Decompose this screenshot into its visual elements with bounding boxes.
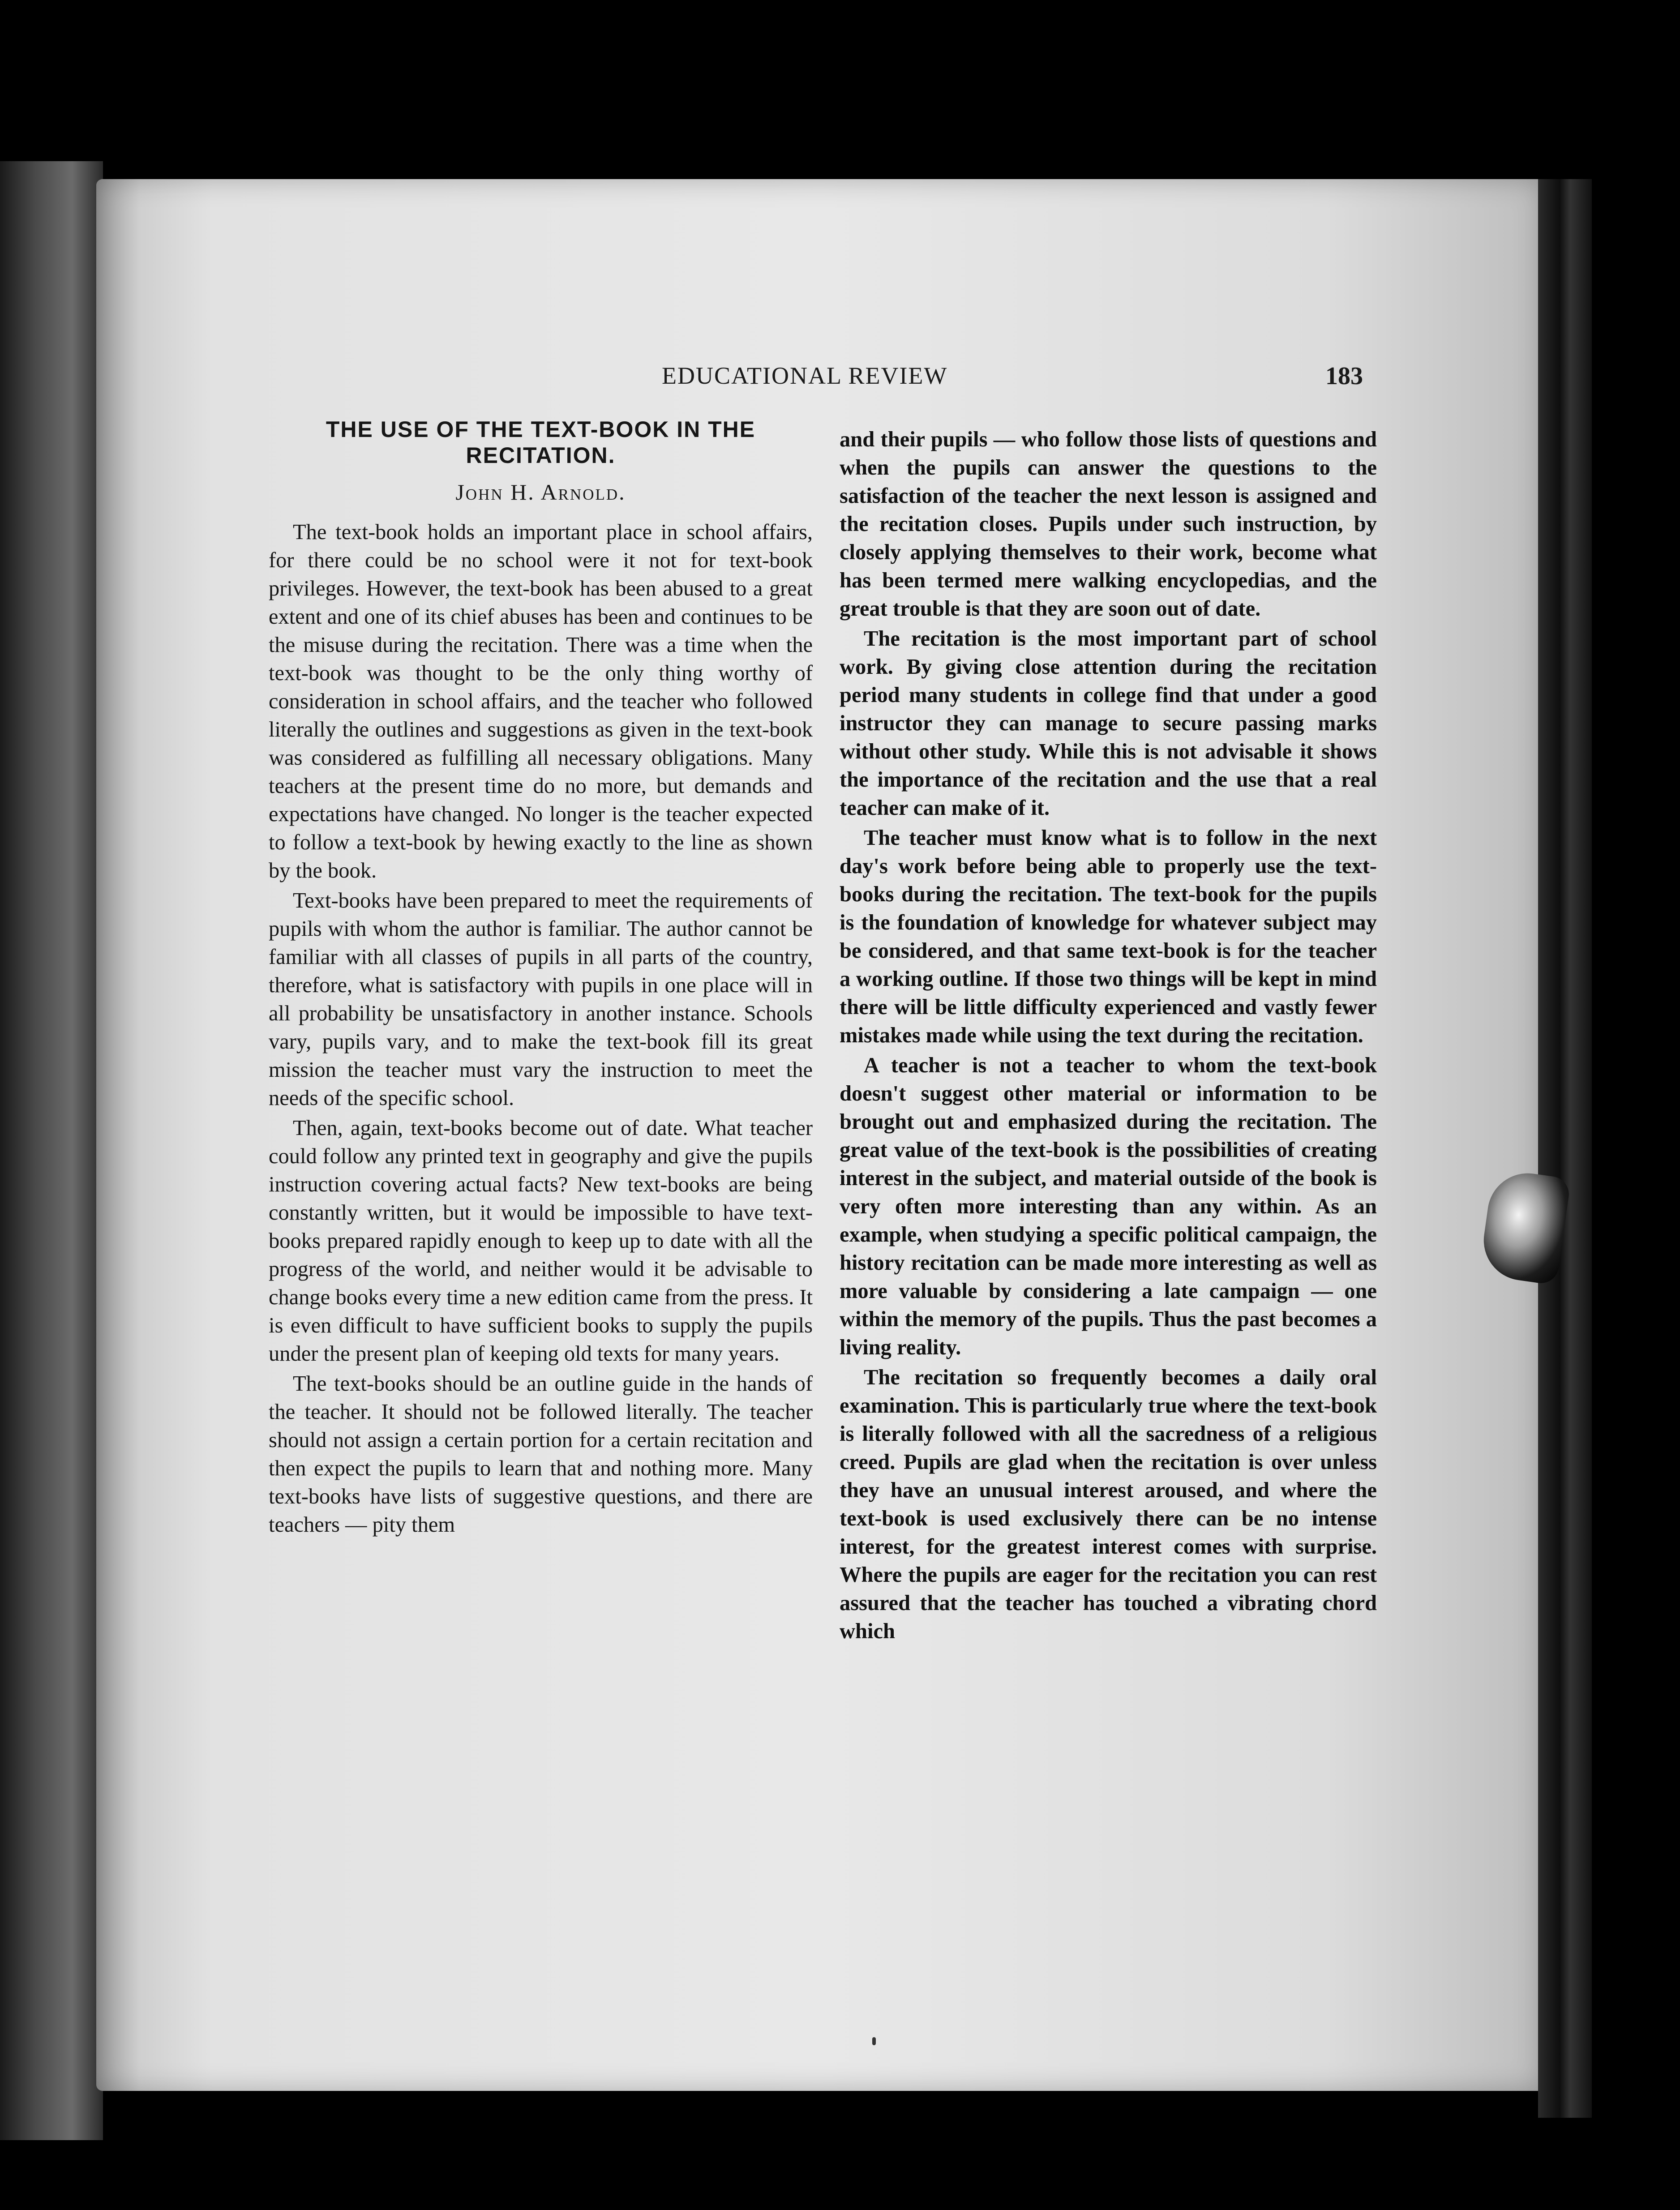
paragraph: The teacher must know what is to follow in the next day's work before being able to properly use the text-books during the recitation. The text-book for the pupils is the foundation of knowledge for whatever subject may be considered, and that same text-book is for the teacher a working outline. If those two things will be kept in mind there will be little difficulty experienced and vastly fewer mistakes made while using the text during the recitation. [840,826,1377,1047]
paragraph: Then, again, text-books become out of date. What teacher could follow any printed text in geography and give the pupils instruction covering actual facts? New text-books are being constantly written, but it would be impossible to have text-books prepared rapidly enough to keep up to date with all the progress of the world, and neither would it be advisable to change books every time a new edition came from the press. It is even difficult to have sufficient books to supply the pupils under the present plan of keeping old texts for many years. [269,1116,813,1366]
paragraph: and their pupils — who follow those lists of questions and when the pupils can answer the questions to the satisfaction of the teacher the next lesson is assigned and the recitation closes. Pupils under such instruction, by closely applying themselves to their work, become what has been termed mere walking encyclopedias, and the great trouble is that they are soon out of date. [840,428,1377,621]
paragraph: The recitation so frequently becomes a daily oral examination. This is particularly true where the text-book is literally followed with all the sacredness of a religious creed. Pupils are glad when the recitation is over unless they have an unusual interest aroused, and where the text-book is used exclusively there can be no intense interest, for the greatest interest comes with surprise. Where the pupils are eager for the recitation you can rest assured that the teacher has touched a vibrating chord which [840,1366,1377,1643]
running-head: EDUCATIONAL REVIEW [662,362,948,389]
left-page-edge [0,161,103,2140]
paragraph: The recitation is the most important part of school work. By giving close attention during the recitation period many students in college find that under a good instructor they can manage to secure passing marks without other study. While this is not advisable it shows the importance of the recitation and the use that a real teacher can make of it. [840,627,1377,820]
paragraph: Text-books have been prepared to meet the requirements of pupils with whom the author is familiar. The author cannot be familiar with all classes of pupils in all parts of the country, therefore, what is satisfactory with pupils in one place will in all probability be unsatisfactory in another instance. Schools vary, pupils vary, and to make the text-book fill its great mission the teacher must vary the instruction to meet the needs of the specific school. [269,889,813,1110]
paragraph: A teacher is not a teacher to whom the text-book doesn't suggest other material or information to be brought out and emphasized during the recitation. The great value of the text-book is the possibilities of creating interest in the subject, and material outside of the book is very often more interesting than any within. As an example, when studying a specific political campaign, the history recitation can be made more interesting as well as more valuable by considering a late campaign — one within the memory of the pupils. Thus the past becomes a living reality. [840,1054,1377,1359]
paragraph: The text-book holds an important place in school affairs, for there could be no school were it not for text-book privileges. However, the text-book has been abused to a great extent and one of its chief abuses has been and continues to be the misuse during the recitation. There was a time when the text-book was thought to be the only thing worthy of consideration in school affairs, and the teacher who followed literally the outlines and suggestions as given in the text-book was considered as fulfilling all necessary obligations. Many teachers at the present time do no more, but demands and expectations have changed. No longer is the teacher expected to follow a text-book by hewing exactly to the line as shown by the book. [269,520,813,882]
ink-speck [872,2037,876,2045]
right-column [840,425,1377,1647]
page-number: 183 [1325,362,1363,390]
paragraph: The text-books should be an outline guide in the hands of the teacher. It should not be followed literally. The teacher should not assign a certain portion for a certain recitation and then expect the pupils to learn that and nothing more. Many text-books have lists of suggestive questions, and there are teachers — pity them [269,1372,813,1537]
article-author: John H. Arnold. [455,480,626,505]
left-column [269,416,813,1541]
right-page-edge [1538,179,1592,2118]
article-title: THE USE OF THE TEXT-BOOK IN THE RECITATION. [326,417,756,468]
